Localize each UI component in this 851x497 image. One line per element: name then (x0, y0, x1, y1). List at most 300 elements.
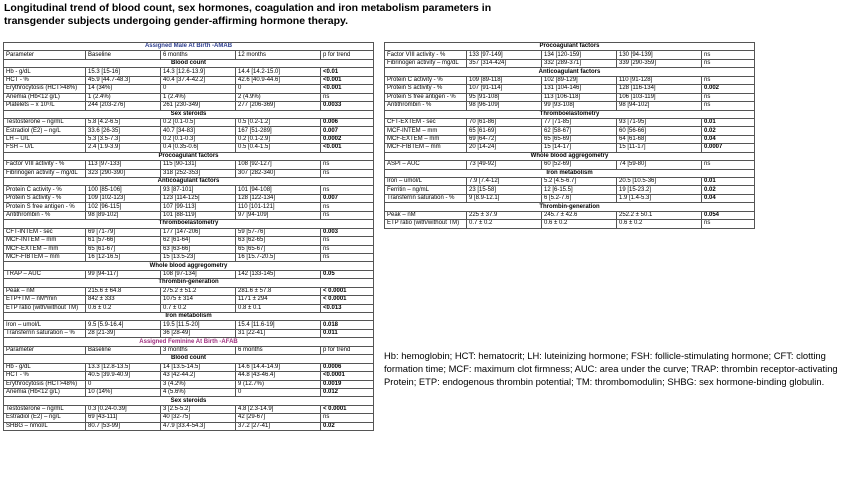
table-cell: 5.8 [4.2-6.5] (86, 118, 161, 126)
table-cell: ns (321, 161, 374, 169)
section-header-row (385, 203, 755, 211)
table-row (4, 321, 374, 329)
table-cell: 0.006 (321, 118, 374, 126)
column-header: p for trend (321, 346, 374, 354)
table-cell: 65 [65-67] (236, 245, 321, 253)
table-cell: 31 [22-41] (236, 329, 321, 337)
table-cell: 0.011 (321, 329, 374, 337)
table-cell: 133 [97-149] (467, 51, 542, 59)
table-row (4, 135, 374, 143)
table-cell: 107 [91-114] (467, 85, 542, 93)
table-cell: 15 [13.5-23] (161, 253, 236, 261)
table-cell: Anemia (Hb<12 g/L) (4, 388, 86, 396)
table-cell: HCT - % (4, 76, 86, 84)
table-cell: 1075 ± 314 (161, 296, 236, 304)
table-row (385, 59, 755, 67)
column-header: Baseline (86, 346, 161, 354)
table-cell: <0.001 (321, 76, 374, 84)
table-cell: 60 [56-66] (617, 127, 702, 135)
table-cell: 15 [14-17] (542, 144, 617, 152)
table-cell: 65 [65-69] (542, 135, 617, 143)
table-cell: 10 (14%) (86, 388, 161, 396)
table-cell: 0.007 (321, 194, 374, 202)
table-row (4, 363, 374, 371)
table-cell: 65 [61-67] (86, 245, 161, 253)
table-row (385, 127, 755, 135)
table-cell: 109 [102-123] (86, 194, 161, 202)
table-cell: Anemia (Hb<12 g/L) (4, 93, 86, 101)
section-header-row (385, 68, 755, 76)
table-row (385, 85, 755, 93)
table-cell: 0.5 [0.2-1.2] (236, 118, 321, 126)
table-cell: 4.8 [2.3-14.9] (236, 405, 321, 413)
table-cell: 0.0002 (321, 135, 374, 143)
table-cell: <0.0001 (321, 372, 374, 380)
table-cell: 42.6 [40.9-44.6] (236, 76, 321, 84)
table-cell: ns (702, 51, 755, 59)
table-cell: MCF-INTEM – mm (385, 127, 467, 135)
table-cell: Factor VIII activity - % (385, 51, 467, 59)
table-row (4, 203, 374, 211)
table-cell: 0.0006 (321, 363, 374, 371)
section-title: Thrombin-generation (4, 279, 374, 287)
table-cell: 62 [58-67] (542, 127, 617, 135)
table-cell: 110 [91-128] (617, 76, 702, 84)
table-cell: 0.5 [0.4-1.5] (236, 144, 321, 152)
table-cell: 128 [116-134] (617, 85, 702, 93)
table-cell: 0.002 (702, 85, 755, 93)
table-cell: ETP+TM – nM*min (4, 296, 86, 304)
table-row (385, 161, 755, 169)
table-cell: 0.0007 (702, 144, 755, 152)
table-cell: 0.01 (702, 178, 755, 186)
table-cell: <0.01 (321, 68, 374, 76)
table-cell: 0 (161, 85, 236, 93)
table-cell: 113 [106-118] (542, 93, 617, 101)
table-cell: 0.012 (321, 388, 374, 396)
table-row (4, 329, 374, 337)
section-title: Iron metabolism (385, 169, 755, 177)
table-cell: ns (321, 186, 374, 194)
table-cell: 0.02 (321, 422, 374, 430)
table-row (385, 118, 755, 126)
table-row (4, 169, 374, 177)
table-cell: Factor VIII activity - % (4, 161, 86, 169)
table-cell: ns (321, 203, 374, 211)
table-cell: 19.5 [11.5-20] (161, 321, 236, 329)
table-cell: MCF-EXTEM – mm (385, 135, 467, 143)
column-header: 6 months (236, 346, 321, 354)
section-header-row (4, 262, 374, 270)
table-cell: 0.8 ± 0.1 (236, 304, 321, 312)
table-cell: Protein C activity - % (385, 76, 467, 84)
table-cell: Erythrocytosis (HCT>48%) (4, 380, 86, 388)
table-cell: 15.4 [11.6-19] (236, 321, 321, 329)
table-cell: 14.4 [14.2-15.0] (236, 68, 321, 76)
table-cell: 43 [42-44.2] (161, 372, 236, 380)
table-cell: 281.6 ± 57.8 (236, 287, 321, 295)
section-title: Blood count (4, 355, 374, 363)
table-cell: ns (321, 169, 374, 177)
table-cell: 100 [85-106] (86, 186, 161, 194)
document-title (4, 2, 564, 28)
table-row (385, 144, 755, 152)
table-cell: 0.6 ± 0.2 (542, 220, 617, 228)
section-header-row (385, 152, 755, 160)
table-cell: 73 [49-92] (467, 161, 542, 169)
column-header: Baseline (86, 51, 161, 59)
table-cell: 9.5 [5.9-16.4] (86, 321, 161, 329)
section-header-row (4, 152, 374, 160)
table-cell: FSH – U/L (4, 144, 86, 152)
table-cell: 98 [89-102] (86, 211, 161, 219)
table-cell: ASPI – AUC (385, 161, 467, 169)
table-cell: 14.3 [12.6-13.9] (161, 68, 236, 76)
table-cell: 842 ± 333 (86, 296, 161, 304)
table-cell: 0 (236, 85, 321, 93)
table-cell: 0.6 ± 0.2 (617, 220, 702, 228)
table-row (4, 253, 374, 261)
table-cell: Estradiol (E2) – ng/L (4, 127, 86, 135)
table-cell: Ferritin – ng/mL (385, 186, 467, 194)
table-row (385, 93, 755, 101)
table-cell: 339 [290-359] (617, 59, 702, 67)
table-row (4, 405, 374, 413)
table-cell: Antithrombin - % (385, 102, 467, 110)
table-cell: 14.6 [14.4-14.9] (236, 363, 321, 371)
table-row (4, 414, 374, 422)
table-cell: ns (702, 93, 755, 101)
column-header: 6 months (161, 51, 236, 59)
table-cell: <0.013 (321, 304, 374, 312)
table-row (385, 211, 755, 219)
table-row (4, 245, 374, 253)
table-cell: <0.001 (321, 85, 374, 93)
table-cell: 33.6 [26-35] (86, 127, 161, 135)
table-cell: Fibrinogen activity – mg/dL (4, 169, 86, 177)
table-cell: <0.001 (321, 144, 374, 152)
table-cell: 40.4 [37.4-42.2] (161, 76, 236, 84)
table-cell: 101 [94-108] (236, 186, 321, 194)
table-row (4, 237, 374, 245)
table-cell: 215.6 ± 64.8 (86, 287, 161, 295)
section-title: Blood count (4, 59, 374, 67)
table-cell: ns (702, 76, 755, 84)
table-cell: Protein C activity - % (4, 186, 86, 194)
table-cell: 62 [61-64] (161, 237, 236, 245)
table-cell: 252.2 ± 50.1 (617, 211, 702, 219)
table-row (4, 211, 374, 219)
table-cell: ns (321, 245, 374, 253)
table-cell: 36 [28-49] (161, 329, 236, 337)
table-cell: 20 [14-24] (467, 144, 542, 152)
table-cell: MCF-INTEM – mm (4, 237, 86, 245)
table-cell: Iron – umol/L (385, 178, 467, 186)
table-cell: 0.0033 (321, 102, 374, 110)
table-cell: Hb - g/dL (4, 363, 86, 371)
table-row (4, 85, 374, 93)
table-cell: ns (321, 237, 374, 245)
table-cell: 277 [206-369] (236, 102, 321, 110)
table-cell: 307 [282-340] (236, 169, 321, 177)
table-cell: 93 [71-95] (617, 118, 702, 126)
section-header-row (385, 43, 755, 51)
table-row (4, 102, 374, 110)
table-cell: 44.8 [43-46.4] (236, 372, 321, 380)
section-header-row (385, 169, 755, 177)
table-cell: Antithrombin - % (4, 211, 86, 219)
table-cell: 0.02 (702, 186, 755, 194)
abbreviations-legend: Hb: hemoglobin; HCT: hematocrit; LH: luteinizing hormone; FSH: follicle-stimulating hormone; CFT: clotting formation time; MCF: maximum clot firmness; AUC: area under the curve; TRAP: thrombin receptor-activating Protein; ETP: endogenous thrombin potential; TM: thrombomodulin; SHBG: sex hormone-binding globulin. (384, 350, 838, 387)
table-cell: 323 [290-390] (86, 169, 161, 177)
table-cell: 0.7 ± 0.2 (161, 304, 236, 312)
title-line-1: Longitudinal trend of blood count, sex hormones, coagulation and iron metabolism parameters in (4, 2, 492, 14)
table-cell: 110 [101-121] (236, 203, 321, 211)
group-title: Assigned Feminine At Birth -AFAB (4, 338, 374, 346)
table-cell: 4 (5.6%) (161, 388, 236, 396)
table-cell: 109 [89-118] (467, 76, 542, 84)
table-cell: 98 [94-102] (617, 102, 702, 110)
table-cell: Transferrin saturation – % (4, 329, 86, 337)
table-cell: ns (321, 253, 374, 261)
section-header-row (4, 279, 374, 287)
table-cell: 99 [93-108] (542, 102, 617, 110)
table-cell: ns (702, 102, 755, 110)
table-cell: ETP ratio (with/without TM) (4, 304, 86, 312)
group-header-row (4, 43, 374, 51)
table-row (4, 68, 374, 76)
table-cell: 2 (4.9%) (236, 93, 321, 101)
table-row (4, 161, 374, 169)
table-cell: 177 [147-206] (161, 228, 236, 236)
table-cell: 2.4 [1.9-3.9] (86, 144, 161, 152)
table-cell: 70 [61-86] (467, 118, 542, 126)
table-cell: 60 [52-69] (542, 161, 617, 169)
table-cell: 80.7 [53-99] (86, 422, 161, 430)
section-title: Thromboelastometry (4, 220, 374, 228)
table-cell: CFT-INTEM - sec (4, 228, 86, 236)
results-table-right (384, 42, 755, 229)
table-cell: ns (702, 220, 755, 228)
table-cell: 97 [94-109] (236, 211, 321, 219)
table-cell: 123 [114-125] (161, 194, 236, 202)
table-row (385, 76, 755, 84)
table-cell: LH – U/L (4, 135, 86, 143)
table-cell: 131 [104-146] (542, 85, 617, 93)
table-cell: 3 (4.2%) (161, 380, 236, 388)
table-cell: 1 (2.4%) (161, 93, 236, 101)
table-cell: 106 [103-119] (617, 93, 702, 101)
table-cell: Protein S free antigen - % (4, 203, 86, 211)
table-row (4, 118, 374, 126)
table-cell: ETP ratio (with/without TM) (385, 220, 467, 228)
table-cell: 113 [97-133] (86, 161, 161, 169)
table-cell: 0.4 [0.35-0.6] (161, 144, 236, 152)
section-title: Whole blood aggregometry (4, 262, 374, 270)
table-row (4, 296, 374, 304)
column-header: Parameter (4, 51, 86, 59)
table-cell: 357 [314-424] (467, 59, 542, 67)
table-row (4, 76, 374, 84)
section-header-row (4, 397, 374, 405)
table-cell: Transferrin saturation - % (385, 194, 467, 202)
table-cell: 0.7 ± 0.2 (467, 220, 542, 228)
table-cell: MCF-FIBTEM – mm (385, 144, 467, 152)
table-cell: 40.5 [39.9-40.9] (86, 372, 161, 380)
table-cell: ns (321, 414, 374, 422)
table-cell: ns (321, 93, 374, 101)
table-cell: 261 [230-349] (161, 102, 236, 110)
table-cell: CFT-EXTEM - sec (385, 118, 467, 126)
table-cell: 16 [12-16.5] (86, 253, 161, 261)
section-header-row (4, 313, 374, 321)
table-cell: 5.3 [3.5-7.3] (86, 135, 161, 143)
table-cell: Estradiol (E2) – ng/L (4, 414, 86, 422)
table-cell: 0.6 ± 0.2 (86, 304, 161, 312)
table-cell: TRAP – AUC (4, 270, 86, 278)
table-cell: MCF-EXTEM – mm (4, 245, 86, 253)
section-header-row (4, 59, 374, 67)
table-cell: 37.2 [27-41] (236, 422, 321, 430)
table-cell: 0.3 [0.24-0.39] (86, 405, 161, 413)
table-cell: 0.2 [0.1-0.5] (161, 118, 236, 126)
results-table-left (3, 42, 374, 431)
table-row (385, 194, 755, 202)
section-header-row (4, 178, 374, 186)
table-cell: < 0.0001 (321, 405, 374, 413)
table-row (4, 93, 374, 101)
table-cell: 0 (236, 388, 321, 396)
table-cell: Erythrocytosis (HCT>48%) (4, 85, 86, 93)
table-cell: 142 [133-145] (236, 270, 321, 278)
table-cell: ns (321, 211, 374, 219)
table-cell: 128 [122-134] (236, 194, 321, 202)
table-cell: 5.2 [4.5-6.7] (542, 178, 617, 186)
table-cell: 1 (2.4%) (86, 93, 161, 101)
table-cell: 16 [15.7-20.5] (236, 253, 321, 261)
table-cell: 0.05 (321, 270, 374, 278)
table-cell: SHBG – nmol/L (4, 422, 86, 430)
table-cell: 0 (86, 380, 161, 388)
table-row (4, 304, 374, 312)
section-title: Thromboelastometry (385, 110, 755, 118)
table-cell: 74 [59-80] (617, 161, 702, 169)
section-title: Sex steroids (4, 110, 374, 118)
table-cell: 7.9 [7.4-12] (467, 178, 542, 186)
table-cell: 65 [61-69] (467, 127, 542, 135)
section-title: Sex steroids (4, 397, 374, 405)
table-cell: 0.003 (321, 228, 374, 236)
table-row (4, 186, 374, 194)
table-cell: Testosterone – ng/mL (4, 405, 86, 413)
section-header-row (4, 110, 374, 118)
table-cell: 1171 ± 294 (236, 296, 321, 304)
table-cell: 0.2 [0.1-0.3] (161, 135, 236, 143)
table-cell: 23 [15-58] (467, 186, 542, 194)
table-cell: < 0.0001 (321, 287, 374, 295)
table-cell: 63 [62-65] (236, 237, 321, 245)
table-cell: 0.04 (702, 194, 755, 202)
table-cell: 6 [5.2-7.6] (542, 194, 617, 202)
table-cell: 14 [13.5-14.5] (161, 363, 236, 371)
column-header-row (4, 51, 374, 59)
table-cell: 59 [57-76] (236, 228, 321, 236)
section-title: Procoagulant factors (385, 43, 755, 51)
column-header: p for trend (321, 51, 374, 59)
table-row (385, 135, 755, 143)
table-cell: 69 [43-111] (86, 414, 161, 422)
table-cell: Peak – nM (385, 211, 467, 219)
title-line-2: transgender subjects undergoing gender-affirming hormone therapy. (4, 15, 349, 27)
table-cell: 15 [11-17] (617, 144, 702, 152)
table-cell: 275.2 ± 51.2 (161, 287, 236, 295)
table-row (385, 51, 755, 59)
table-cell: Protein S activity - % (385, 85, 467, 93)
table-cell: 0.007 (321, 127, 374, 135)
table-cell: Iron – umol/L (4, 321, 86, 329)
table-cell: 101 [88-119] (161, 211, 236, 219)
table-cell: 108 [97-134] (161, 270, 236, 278)
table-cell: 3 [2.5-5.2] (161, 405, 236, 413)
table-cell: 13.3 [12.8-13.5] (86, 363, 161, 371)
table-cell: 28 [21-39] (86, 329, 161, 337)
table-row (4, 228, 374, 236)
table-cell: 40 [32-75] (161, 414, 236, 422)
table-cell: 0.054 (702, 211, 755, 219)
section-title: Anticoagulant factors (385, 68, 755, 76)
table-row (385, 186, 755, 194)
table-row (385, 178, 755, 186)
table-row (385, 220, 755, 228)
section-title: Whole blood aggregometry (385, 152, 755, 160)
table-row (4, 372, 374, 380)
table-cell: ns (702, 161, 755, 169)
table-cell: 19 [15-23.2] (617, 186, 702, 194)
table-cell: 245.7 ± 42.6 (542, 211, 617, 219)
table-cell: 134 [120-159] (542, 51, 617, 59)
table-cell: ns (702, 59, 755, 67)
table-row (4, 422, 374, 430)
table-cell: Protein S activity - % (4, 194, 86, 202)
column-header: Parameter (4, 346, 86, 354)
table-cell: 69 [64-72] (467, 135, 542, 143)
table-cell: 47.9 [33.4-54.3] (161, 422, 236, 430)
table-cell: 98 [96-109] (467, 102, 542, 110)
table-cell: 0.04 (702, 135, 755, 143)
table-cell: 9 [8.9-12.1] (467, 194, 542, 202)
section-title: Procoagulant factors (4, 152, 374, 160)
group-title: Assigned Male At Birth -AMAB (4, 43, 374, 51)
table-cell: 1.9 [1.4-5.3] (617, 194, 702, 202)
section-title: Thrombin-generation (385, 203, 755, 211)
table-row (4, 287, 374, 295)
table-cell: 130 [94-139] (617, 51, 702, 59)
table-cell: 0.02 (702, 127, 755, 135)
table-cell: 15.3 [15-16] (86, 68, 161, 76)
table-cell: 40.7 [34-83] (161, 127, 236, 135)
table-row (385, 102, 755, 110)
table-cell: 318 [252-353] (161, 169, 236, 177)
table-cell: Protein S free antigen - % (385, 93, 467, 101)
table-cell: 99 [94-117] (86, 270, 161, 278)
table-row (4, 144, 374, 152)
table-cell: 95 [91-108] (467, 93, 542, 101)
table-row (4, 380, 374, 388)
table-cell: 244 [203-276] (86, 102, 161, 110)
section-title: Anticoagulant factors (4, 178, 374, 186)
table-cell: 332 [289-371] (542, 59, 617, 67)
table-cell: 14 (34%) (86, 85, 161, 93)
